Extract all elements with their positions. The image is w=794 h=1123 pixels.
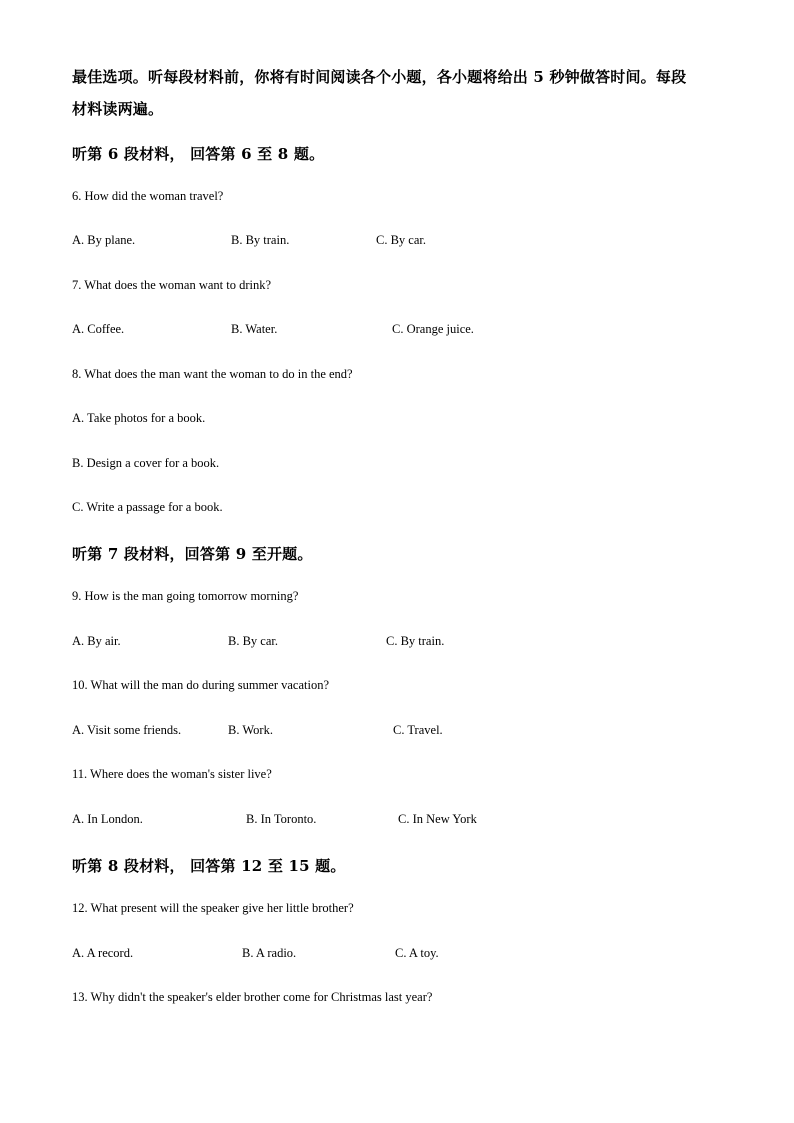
option-c: C. Travel. [393,723,443,737]
option-c: C. In New York [398,812,477,826]
question-text: 11. Where does the woman's sister live? [72,767,272,781]
option-a: A. Visit some friends. [72,723,182,737]
option-a: A. A record. [72,946,134,960]
question-text: 10. What will the man do during summer vacation? [72,678,330,692]
option-c: C. By train. [386,634,445,648]
question-text: 12. What present will the speaker give her little brother? [72,901,354,915]
question-text: 9. How is the man going tomorrow morning? [72,589,299,603]
option-c: C. Write a passage for a book. [72,500,223,514]
question-text: 7. What does the woman want to drink? [72,278,272,292]
question-text: 8. What does the man want the woman to do in the end? [72,367,353,381]
section-heading: 听第 7 段材料，回答第 9 至开题。 [72,545,313,563]
option-a: A. By air. [72,634,121,648]
option-c: C. A toy. [395,946,439,960]
option-a: A. By plane. [72,233,136,247]
option-b: B. In Toronto. [246,812,317,826]
option-b: B. By train. [231,233,290,247]
option-b: B. Water. [231,322,278,336]
intro-line-2: 材料读两遍。 [72,100,164,118]
option-b: B. A radio. [242,946,297,960]
option-b: B. Work. [228,723,273,737]
option-a: A. Take photos for a book. [72,411,206,425]
option-c: C. By car. [376,233,426,247]
question-text: 6. How did the woman travel? [72,189,224,203]
question-text: 13. Why didn't the speaker's elder brother come for Christmas last year? [72,990,433,1004]
option-b: B. By car. [228,634,278,648]
intro-line-1: 最佳选项。听每段材料前，你将有时间阅读各个小题，各小题将给出 5 秒钟做答时间。每段 [72,68,687,86]
option-a: A. In London. [72,812,143,826]
option-c: C. Orange juice. [392,322,474,336]
option-a: A. Coffee. [72,322,125,336]
section-heading: 听第 8 段材料， 回答第 12 至 15 题。 [72,857,346,875]
section-heading: 听第 6 段材料， 回答第 6 至 8 题。 [72,145,325,163]
option-b: B. Design a cover for a book. [72,456,220,470]
